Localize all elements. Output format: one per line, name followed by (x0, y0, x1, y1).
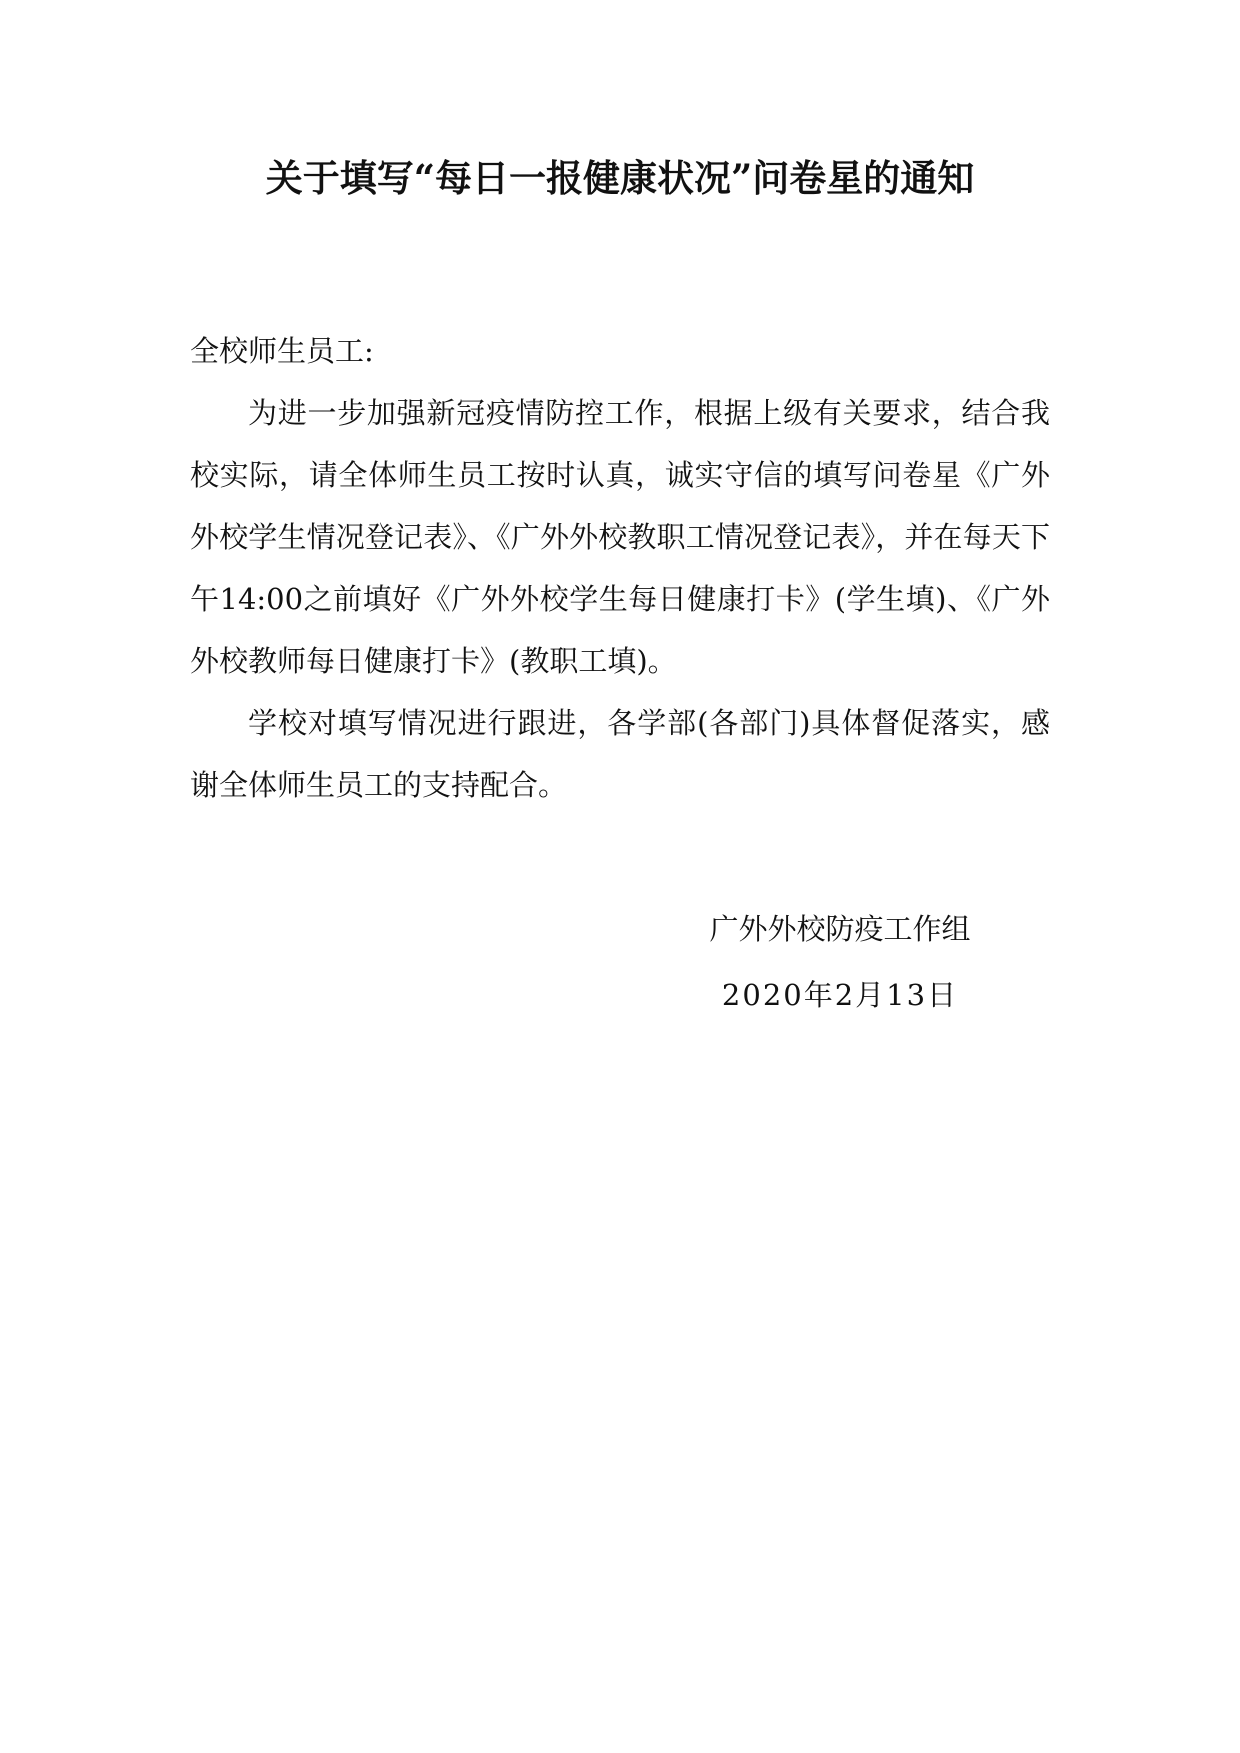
signature-block (640, 896, 1040, 1028)
paragraph-followup: 学校对填写情况进行跟进，各学部(各部门)具体督促落实，感谢全体师生员工的支持配合。 (190, 706, 1050, 802)
notice-body (190, 320, 1050, 816)
signature-date: 2020年2月13日 (721, 978, 959, 1012)
notice-title: 关于填写“每日一报健康状况”问卷星的通知 (265, 156, 975, 200)
paragraph-instructions: 为进一步加强新冠疫情防控工作，根据上级有关要求，结合我校实际，请全体师生员工按时认真，诚实守信的填写问卷星《广外外校学生情况登记表》、《广外外校教职工情况登记表》，并在每天下午14:00之前填好《广外外校学生每日健康打卡》(学生填)、《广外外校教师每日健康打卡》(教职工填)。 (190, 396, 1050, 678)
signature-organization: 广外外校防疫工作组 (709, 912, 971, 946)
salutation: 全校师生员工: (190, 334, 374, 368)
